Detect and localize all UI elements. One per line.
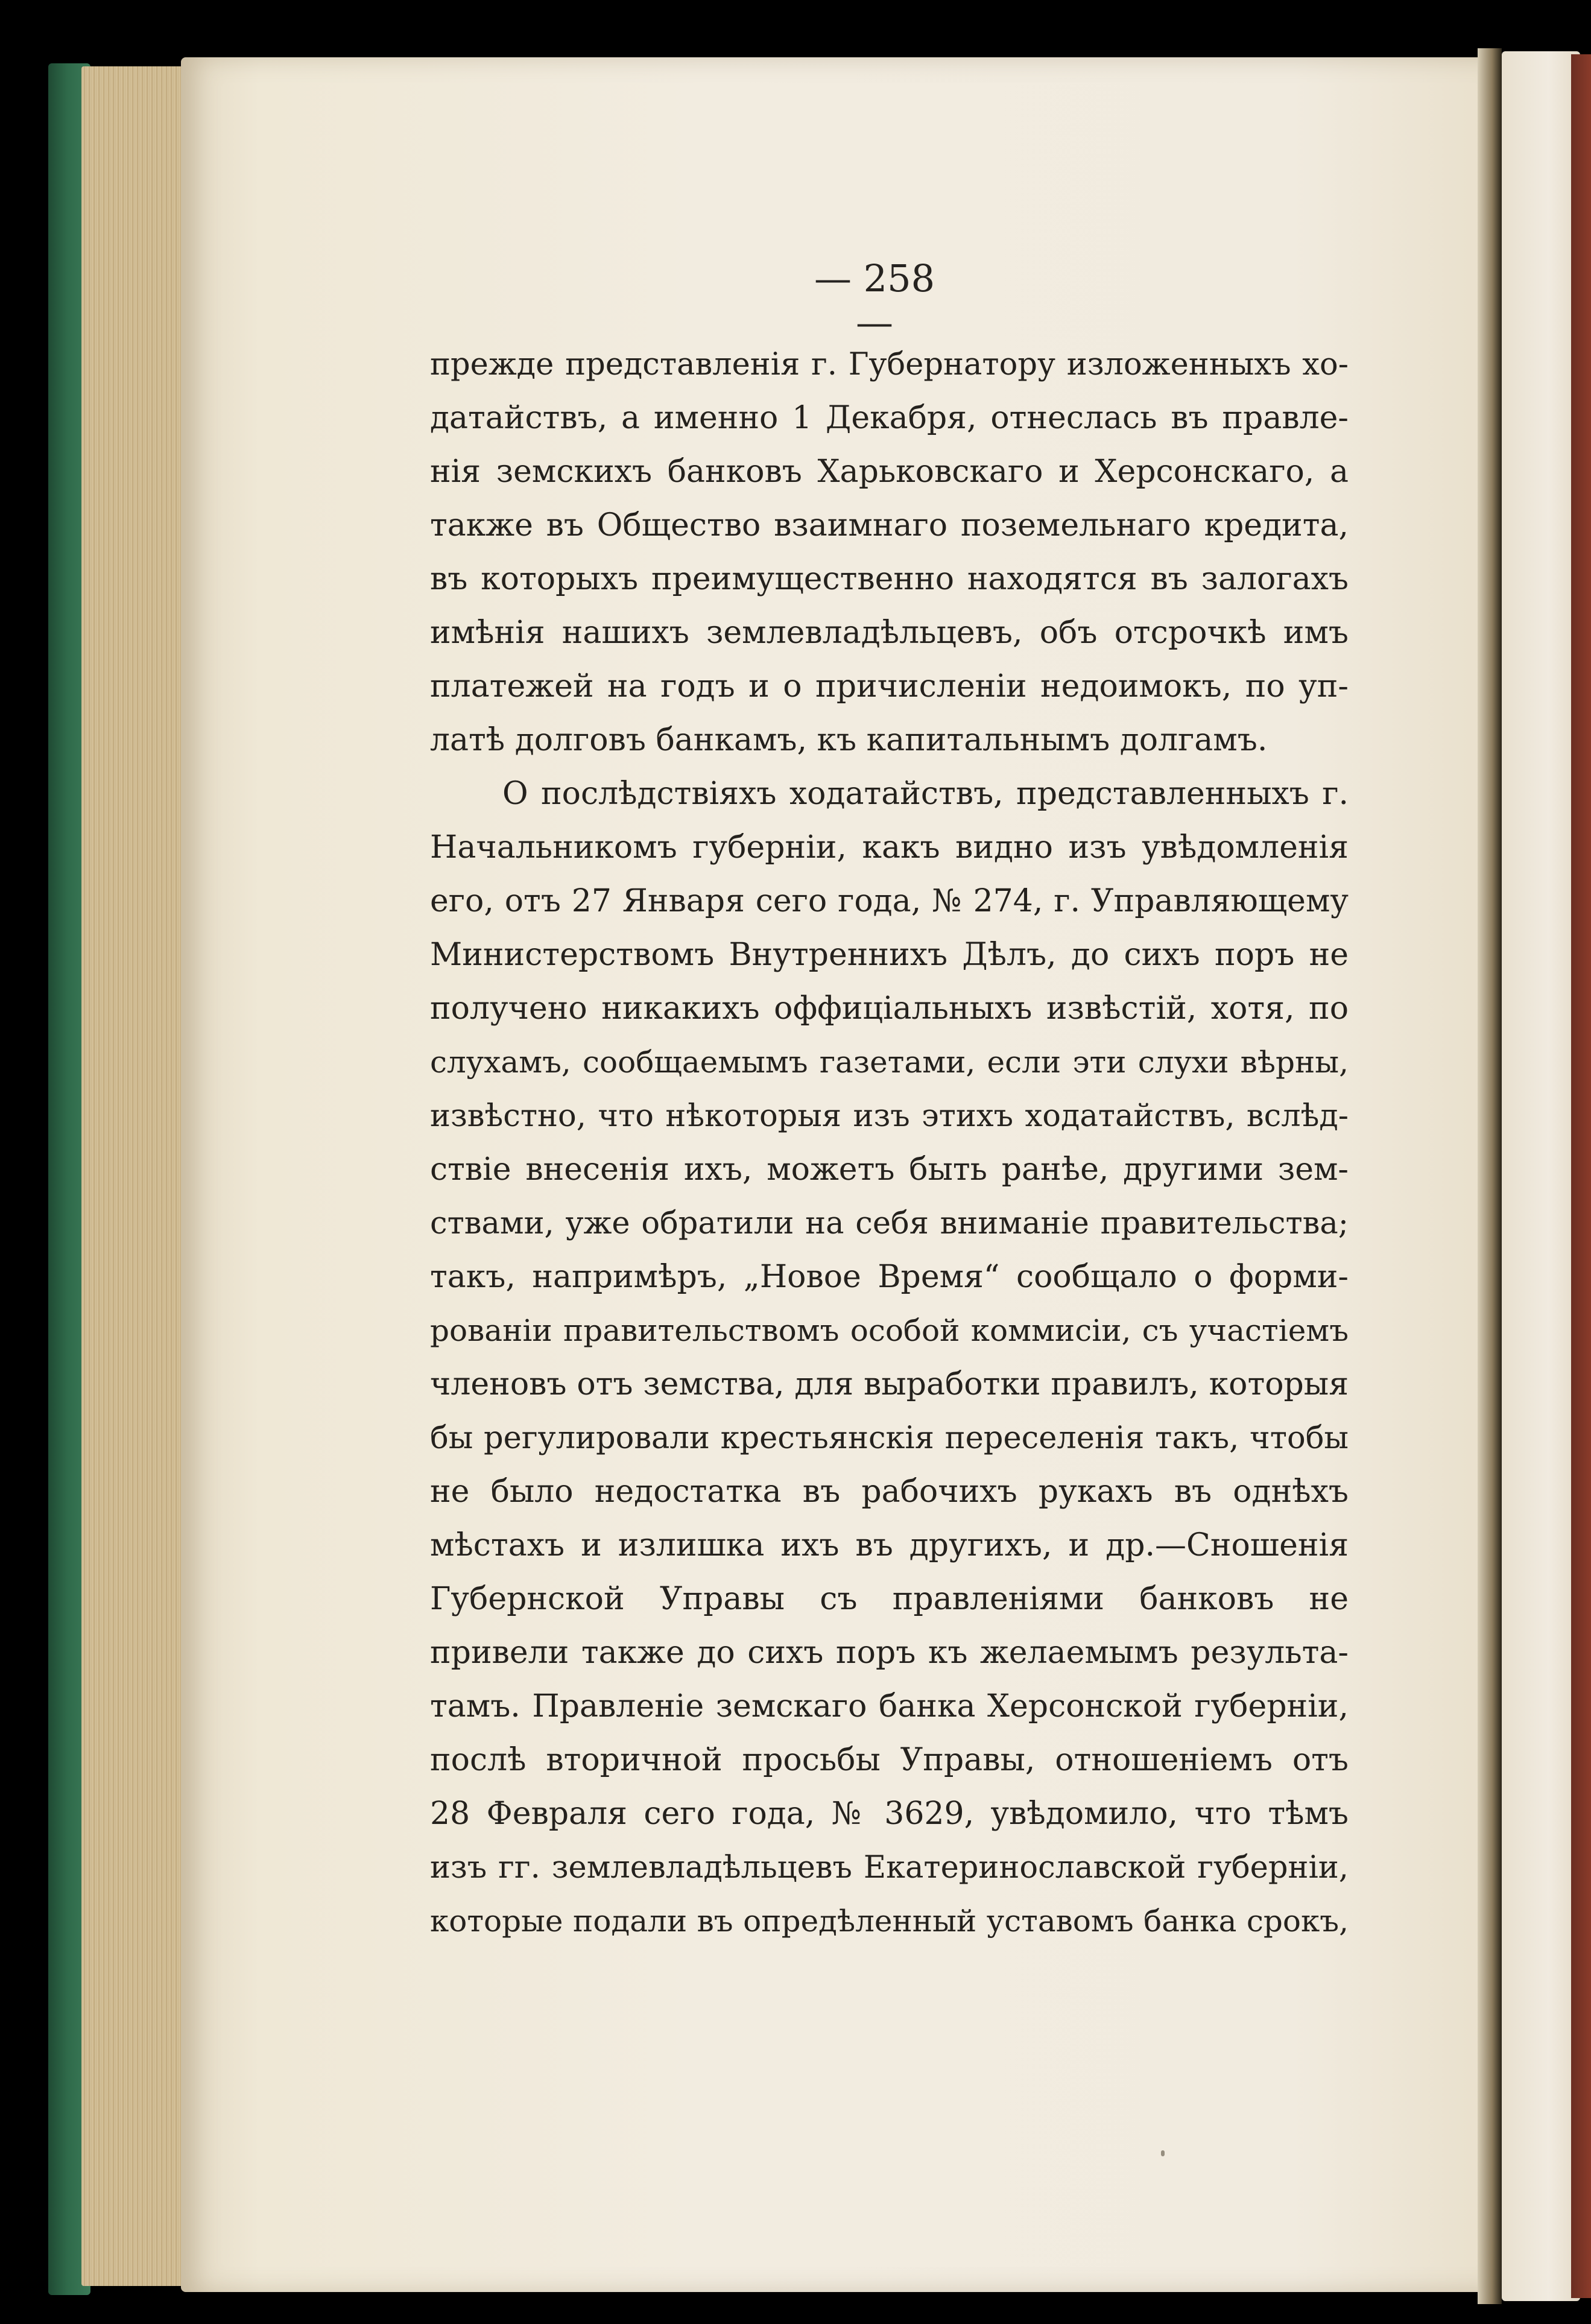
text-line: бы регулировали крестьянскія переселенія такъ, чтобы <box>430 1420 1349 1456</box>
text-line: въ которыхъ преимущественно находятся въ залогахъ <box>430 561 1349 597</box>
text-line: ствіе внесенія ихъ, можетъ быть ранѣе, другими зем- <box>430 1151 1349 1188</box>
text-line: О послѣдствіяхъ ходатайствъ, представленныхъ г. <box>502 776 1349 812</box>
text-line: платежей на годъ и о причисленіи недоимокъ, по уп- <box>430 668 1349 704</box>
page-number: — 258 — <box>814 256 935 344</box>
facing-page-edge <box>1502 51 1580 2301</box>
text-line: его, отъ 27 Января сего года, № 274, г. Управляющему <box>430 883 1349 919</box>
text-line: также въ Общество взаимнаго поземельнаго кредита, <box>430 507 1349 543</box>
text-line: слухамъ, сообщаемымъ газетами, если эти слухи вѣрны, <box>430 1045 1349 1080</box>
text-line: Начальникомъ губерніи, какъ видно изъ увѣдомленія <box>430 829 1349 866</box>
spine-gutter <box>1478 48 1502 2304</box>
paper-speck <box>1161 2150 1165 2156</box>
text-line: мѣстахъ и излишка ихъ въ другихъ, и др.—Сношенія <box>430 1527 1349 1563</box>
text-line: 28 Февраля сего года, № 3629, увѣдомило, что тѣмъ <box>430 1796 1349 1832</box>
red-cover-right <box>1571 54 1591 2298</box>
text-line: имѣнія нашихъ землевладѣльцевъ, объ отсрочкѣ имъ <box>430 615 1349 651</box>
text-line: латѣ долговъ банкамъ, къ капитальнымъ долгамъ. <box>430 722 1268 758</box>
text-line: изъ гг. землевладѣльцевъ Екатеринославской губерніи, <box>430 1850 1349 1885</box>
text-line: получено никакихъ оффиціальныхъ извѣстій, хотя, по <box>430 990 1349 1027</box>
page-edges <box>81 66 196 2286</box>
text-line: Министерствомъ Внутреннихъ Дѣлъ, до сихъ поръ не <box>430 937 1349 973</box>
text-line: тамъ. Правленіе земскаго банка Херсонской губерніи, <box>430 1688 1349 1724</box>
text-line: послѣ вторичной просьбы Управы, отношеніемъ отъ <box>430 1742 1349 1778</box>
body-text <box>430 338 1349 1948</box>
text-line: Губернской Управы съ правленіями банковъ не <box>430 1581 1349 1617</box>
text-line: датайствъ, а именно 1 Декабря, отнеслась въ правле- <box>430 400 1349 436</box>
text-line: ствами, уже обратили на себя вниманіе правительства; <box>430 1206 1349 1241</box>
text-line: которые подали въ опредѣленный уставомъ банка срокъ, <box>430 1904 1349 1939</box>
text-line: рованіи правительствомъ особой коммисіи, съ участіемъ <box>430 1313 1349 1348</box>
text-line: членовъ отъ земства, для выработки правилъ, которыя <box>430 1366 1349 1402</box>
text-line: такъ, напримѣръ, „Новое Время“ сообщало о форми- <box>430 1259 1349 1295</box>
text-line: прежде представленія г. Губернатору изложенныхъ хо- <box>430 347 1349 382</box>
text-line: привели также до сихъ поръ къ желаемымъ результа- <box>430 1635 1349 1671</box>
text-line: извѣстно, что нѣкоторыя изъ этихъ ходатайствъ, вслѣд- <box>430 1098 1349 1134</box>
text-line: не было недостатка въ рабочихъ рукахъ въ однѣхъ <box>430 1474 1349 1510</box>
text-line: нія земскихъ банковъ Харьковскаго и Херсонскаго, а <box>430 454 1349 490</box>
